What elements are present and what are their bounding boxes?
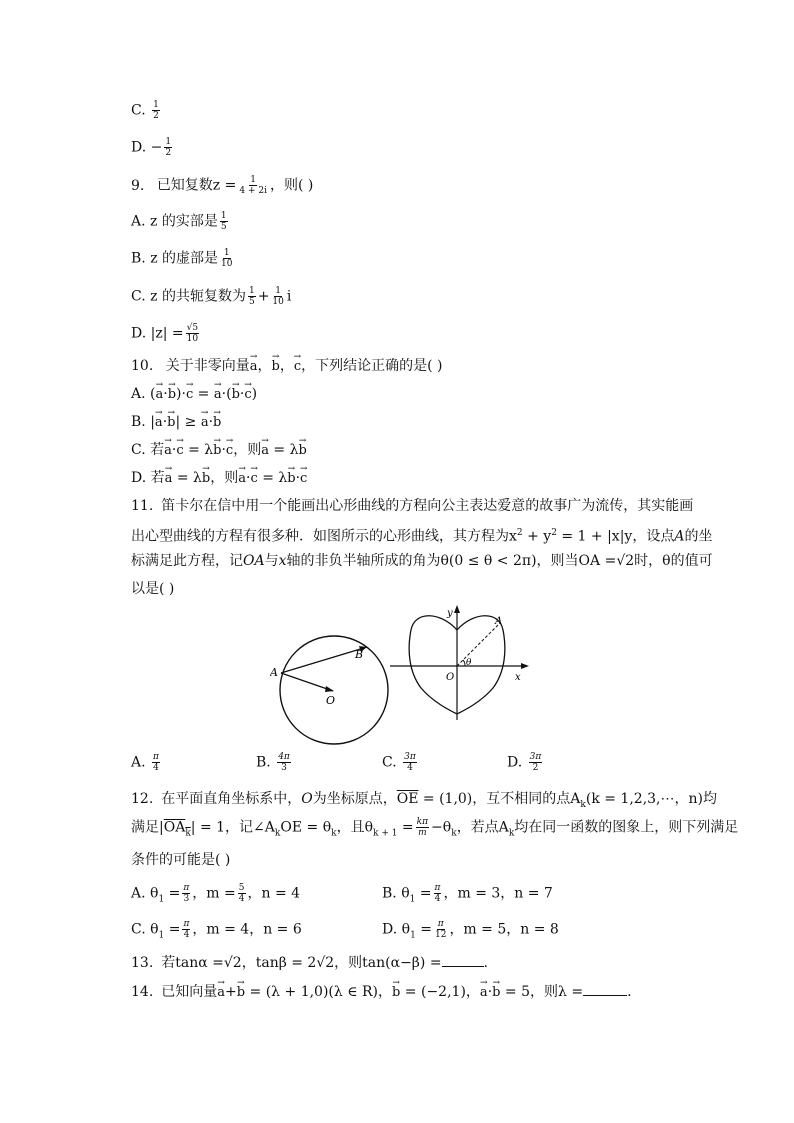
q12-line-2: 满足$|\overline{OA}_{\overline{k}}| = 1$，记$\angle A_kOE = \theta_k$，且$\theta_{k + 1}$ = $\frac{k\pi}{m}$ $-\theta_k$，若点$A_k$均在同一函数的图象上，则下列满足 [131,817,739,839]
q11-line-1: 11. 笛卡尔在信中用一个能画出心形曲线的方程向公主表达爱意的故事广为流传，其实能画 [131,498,694,514]
y-arrow [454,605,460,613]
q12-line-3: 条件的可能是( ) [131,852,231,868]
q10-option-a: A. (→ a·→ b)·→ c = → a·(→ b·→ c) [131,384,257,405]
fraction: $\frac{1}{2}$ [165,137,172,158]
q12-option-a: A. $\theta_1$ = $\frac{\pi}{3}$ ，m = $\frac{5}{4}$ ，n = 4 [131,883,301,905]
arrow-head-o [325,686,334,692]
circle [280,636,388,744]
fraction: $\frac{\pi}{4}$ [183,919,190,940]
answer-blank[interactable] [442,952,484,967]
label-b: B [355,648,364,661]
vector-ao [281,673,333,691]
fraction: $\frac{\pi}{12}$ [434,919,447,940]
fraction: $\frac{1}{10}$ [221,248,233,269]
fraction: $\frac{\pi}{4}$ [153,752,159,773]
q11-option-c: C. $\frac{3\pi}{4}$ [382,752,416,773]
q10-option-b: B. |→ a·→ b| ≥ → a·→ b [131,412,221,433]
fraction: $\frac{4\pi}{3}$ [278,752,290,773]
q9-option-d: D. |z| = $\frac{√5}{10}$ [131,323,199,344]
q14: 14. 已知向量→ a+→ b = (λ + 1,0)(λ ∈ R)，→ b = (−2,1)，→ a·→ b = 5，则λ = . [131,981,632,1003]
q9-stem: 9. 已知复数z = $\frac{1}{4 + 2i}$ ，则( ) [131,175,314,196]
q10-stem: 10. 关于非零向量→ a，→ b，→ c，下列结论正确的是( ) [131,356,442,377]
label-origin: O [446,672,455,683]
fraction: $\frac{1}{4 + 2i}$ [239,175,267,196]
q11-line-3: 标满足此方程，记OA与x轴的非负半轴所成的角为θ(0 ≤ θ < 2π)，则当OA =√2时，θ的值可 [131,553,713,569]
fraction: $\frac{\pi}{4}$ [434,883,441,904]
label-o: O [326,694,336,707]
q12-line-1: 12. 在平面直角坐标系中，O为坐标原点，$\overline{OE} = (1,0)$，互不相同的点$A_k(k$ = 1,2,3,⋯，n)均 [131,791,717,810]
fraction: $\frac{1}{5}$ [248,286,255,307]
q12-option-c: C. $\theta_1$ = $\frac{\pi}{4}$ ，m = 4，n = 6 [131,919,302,941]
fraction: $\frac{1}{5}$ [220,211,227,232]
circle-figure [270,600,395,750]
fraction: $\frac{3\pi}{2}$ [529,752,542,773]
q11-line-4: 以是( ) [131,581,175,597]
fraction: $\frac{√5}{10}$ [186,323,199,344]
label-point-a: A [495,616,503,627]
label-theta: θ [466,658,472,668]
fraction: $\frac{k\pi}{m}$ [416,817,429,838]
q12-option-d: D. $\theta_1$ = $\frac{\pi}{12}$ ，m = 5，n = 8 [382,919,559,941]
q11-option-d: D. $\frac{3\pi}{2}$ [507,752,542,773]
fraction: $\frac{1}{2}$ [153,100,159,121]
answer-blank[interactable] [583,981,627,996]
q11-option-b: B. $\frac{4\pi}{3}$ [256,752,290,773]
fraction: $\frac{3\pi}{4}$ [404,752,416,773]
q11-option-a: A. $\frac{\pi}{4}$ [131,752,159,773]
q9-option-a: A. z 的实部是 $\frac{1}{5}$ [131,211,227,232]
fraction: $\frac{\pi}{3}$ [183,883,190,904]
q8-option-c: C. $\frac{1}{2}$ [131,100,159,121]
q11-line-2: 出心型曲线的方程有很多种．如图所示的心形曲线，其方程为$x^2 + y^2 = 1 + |x|y$，设点A的坐 [131,528,713,545]
label-y: y [447,608,453,619]
q13: 13. 若tanα =√2，tanβ = 2√2，则tan(α−β) = . [131,952,488,973]
q8-option-d: D. − $\frac{1}{2}$ [131,137,172,158]
angle-arc [463,660,465,666]
label-a: A [270,666,278,679]
fraction: $\frac{1}{10}$ [272,286,284,307]
segment-oa [457,625,498,666]
heart-figure [385,600,535,725]
label-x: x [515,672,521,683]
q12-option-b: B. $\theta_1$ = $\frac{\pi}{4}$ ，m = 3，n = 7 [382,883,553,905]
q9-option-c: C. z 的共轭复数为 $\frac{1}{5}$ + $\frac{1}{10}$ i [131,286,292,307]
q10-option-c: C. 若→ a·→ c = λ→ b·→ c，则→ a = λ→ b [131,440,307,461]
q9-option-b: B. z 的虚部是 $\frac{1}{10}$ [131,248,233,269]
x-arrow [521,663,529,669]
q10-option-d: D. 若→ a = λ→ b，则→ a·→ c = λ→ b·→ c [131,468,307,489]
fraction: $\frac{5}{4}$ [238,883,245,904]
